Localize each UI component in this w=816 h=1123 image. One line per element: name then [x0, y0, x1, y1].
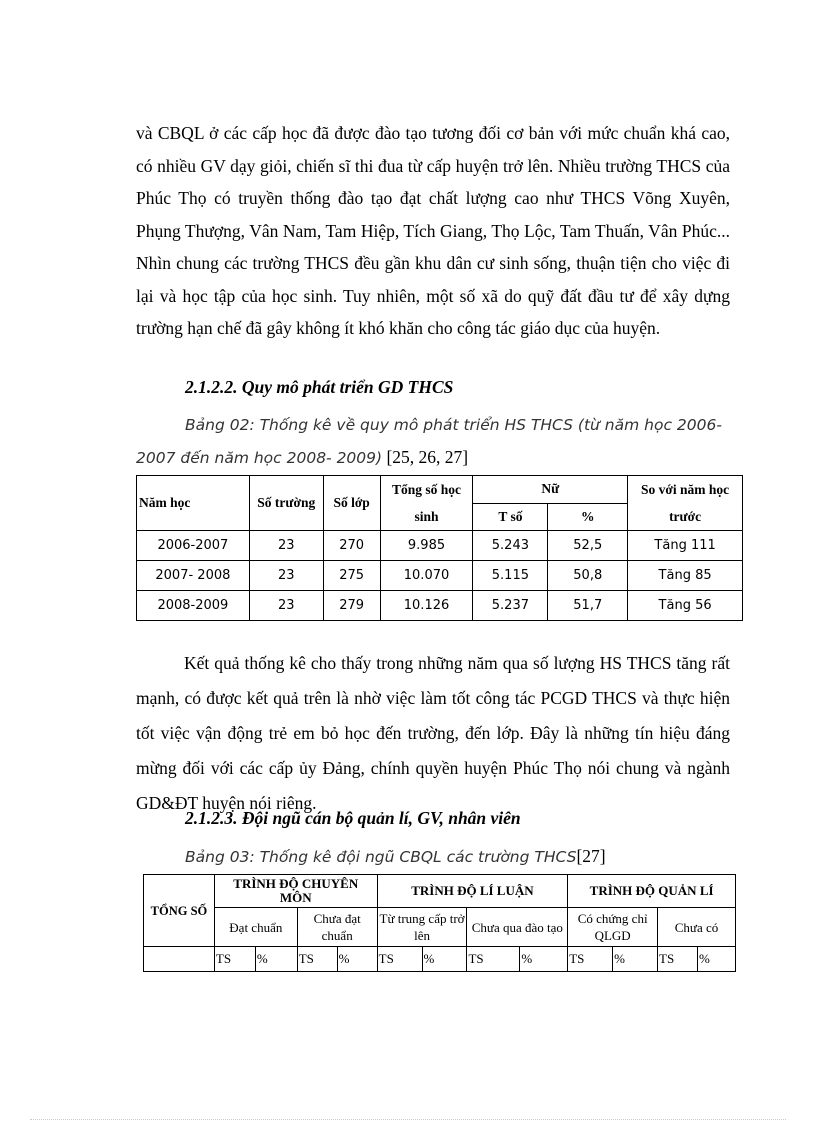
table-cell: 51,7 — [548, 591, 628, 621]
table-cell: Tăng 56 — [628, 591, 743, 621]
pct-label: % — [520, 947, 568, 972]
group-header-chuyen-mon: TRÌNH ĐỘ CHUYÊN MÔN — [214, 875, 377, 908]
pct-label: % — [613, 947, 658, 972]
table-caption-02 — [136, 408, 730, 474]
table-cell: Tăng 85 — [628, 561, 743, 591]
table-cell: Tăng 111 — [628, 531, 743, 561]
page-bottom-divider — [30, 1119, 786, 1120]
table-cell: 270 — [323, 531, 380, 561]
ts-label: TS — [467, 947, 520, 972]
table-cell: 275 — [323, 561, 380, 591]
table-cell: 2008-2009 — [137, 591, 250, 621]
pct-label: % — [337, 947, 377, 972]
pct-label: % — [422, 947, 467, 972]
table-cell: 5.243 — [473, 531, 548, 561]
ts-label: TS — [568, 947, 613, 972]
table-caption-02-ref: [25, 26, 27] — [382, 447, 469, 467]
ts-label: TS — [377, 947, 422, 972]
group-header-li-luan: TRÌNH ĐỘ LÍ LUẬN — [377, 875, 568, 908]
table-cell: 52,5 — [548, 531, 628, 561]
table-caption-03 — [136, 840, 730, 873]
col-header-pct: % — [548, 503, 628, 531]
table-row — [137, 591, 743, 621]
table-cell: 9.985 — [380, 531, 473, 561]
col-header-so-truong: Số trường — [249, 476, 323, 531]
sub-header-chua-co: Chưa có — [658, 908, 736, 947]
table-row — [137, 561, 743, 591]
sub-header-chung-chi-qlgd: Có chứng chỉ QLGD — [568, 908, 658, 947]
table-03-cbql-staff — [143, 874, 736, 972]
body-paragraph-2: Kết quả thống kê cho thấy trong những năm qua số lượng HS THCS tăng rất mạnh, có được kết quả trên là nhờ việc làm tốt công tác PCGD THCS và thực hiện tốt việc vận động trẻ em bỏ học đến trường, đến lớp. Đây là những tín hiệu đáng mừng đối với các cấp ủy Đảng, chính quyền huyện Phúc Thọ nói chung và ngành GD&ĐT huyện nói riêng. — [136, 653, 730, 813]
sub-header-trung-cap: Từ trung cấp trở lên — [377, 908, 467, 947]
sub-header-chua-dat-chuan: Chưa đạt chuẩn — [297, 908, 377, 947]
pct-label: % — [697, 947, 735, 972]
table-row — [137, 531, 743, 561]
col-header-tong-so: Tổng số học sinh — [380, 476, 473, 531]
table-caption-03-ref: [27] — [576, 846, 606, 866]
table-cell: 23 — [249, 561, 323, 591]
col-header-nu: Nữ — [473, 476, 628, 504]
col-header-so-lop: Số lớp — [323, 476, 380, 531]
ts-label: TS — [214, 947, 255, 972]
col-header-tong-so: TỔNG SỐ — [144, 875, 215, 947]
table-cell: 5.115 — [473, 561, 548, 591]
table-cell — [144, 947, 215, 972]
pct-label: % — [255, 947, 297, 972]
section-heading-2-1-2-2: 2.1.2.2. Quy mô phát triển GD THCS — [185, 377, 454, 397]
table-cell: 10.070 — [380, 561, 473, 591]
table-caption-02-text: Bảng 02: Thống kê về quy mô phát triển HS THCS (từ năm học 2006-2007 đến năm học 2008- 2009) — [136, 416, 722, 467]
table-cell: 23 — [249, 591, 323, 621]
ts-label: TS — [658, 947, 698, 972]
table-cell: 279 — [323, 591, 380, 621]
sub-header-dat-chuan: Đạt chuẩn — [214, 908, 297, 947]
table-caption-03-text: Bảng 03: Thống kê đội ngũ CBQL các trường THCS — [185, 848, 577, 866]
col-header-t-so: T số — [473, 503, 548, 531]
table-cell: 50,8 — [548, 561, 628, 591]
group-header-quan-li: TRÌNH ĐỘ QUẢN LÍ — [568, 875, 736, 908]
table-cell: 2006-2007 — [137, 531, 250, 561]
col-header-so-voi: So với năm học trước — [628, 476, 743, 531]
section-heading-2-1-2-3: 2.1.2.3. Đội ngũ cán bộ quản lí, GV, nhân viên — [185, 808, 521, 828]
table-row — [144, 947, 736, 972]
table-cell: 2007- 2008 — [137, 561, 250, 591]
table-cell: 5.237 — [473, 591, 548, 621]
table-02-student-scale — [136, 475, 743, 621]
sub-header-chua-qua-dao-tao: Chưa qua đào tạo — [467, 908, 568, 947]
col-header-nam-hoc: Năm học — [137, 476, 250, 531]
body-paragraph-1: và CBQL ở các cấp học đã được đào tạo tương đối cơ bản với mức chuẩn khá cao, có nhiều GV dạy giỏi, chiến sĩ thi đua từ cấp huyện trở lên. Nhiều trường THCS của Phúc Thọ có truyền thống đào tạo đạt chất lượng cao như THCS Võng Xuyên, Phụng Thượng, Vân Nam, Tam Hiệp, Tích Giang, Thọ Lộc, Tam Thuấn, Vân Phúc... Nhìn chung các trường THCS đều gần khu dân cư sinh sống, thuận tiện cho việc đi lại và học tập của học sinh. Tuy nhiên, một số xã do quỹ đất đầu tư để xây dựng trường hạn chế đã gây không ít khó khăn cho công tác giáo dục của huyện. — [136, 123, 730, 338]
table-cell: 10.126 — [380, 591, 473, 621]
table-cell: 23 — [249, 531, 323, 561]
ts-label: TS — [297, 947, 337, 972]
